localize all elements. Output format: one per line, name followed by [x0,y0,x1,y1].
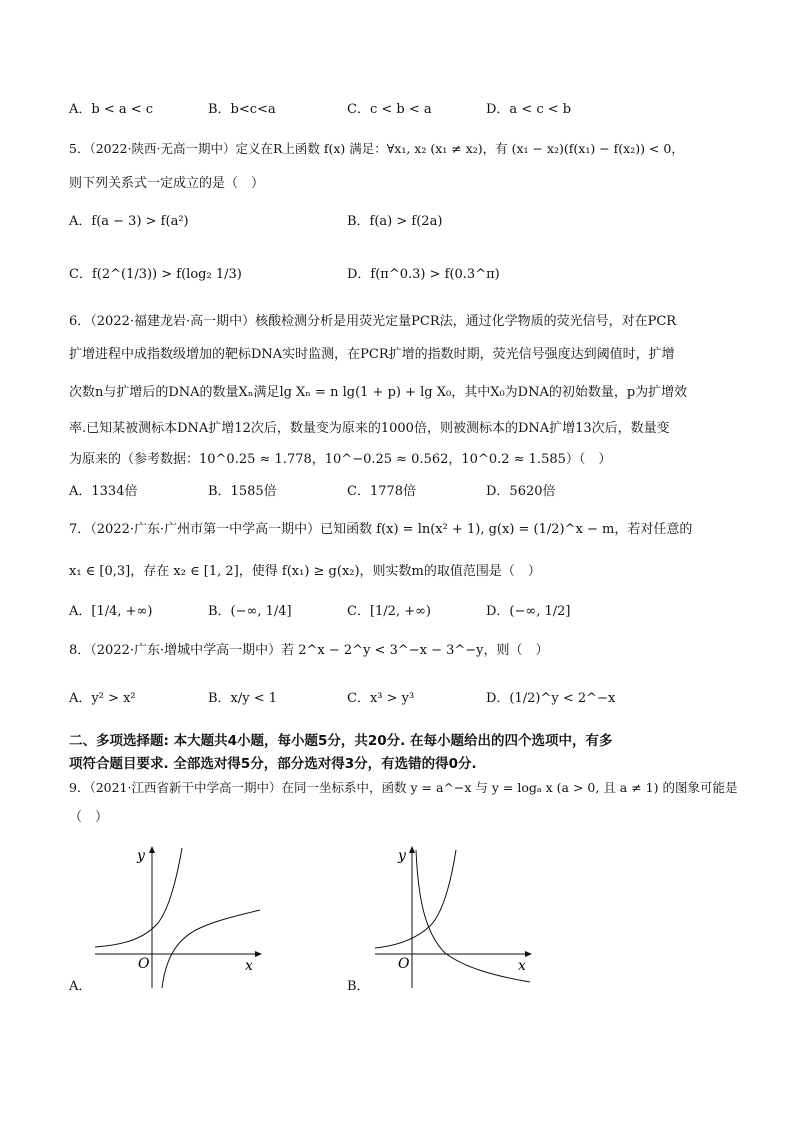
origin-label: O [138,956,150,972]
exponential-curve [375,850,456,948]
log-curve [416,850,530,982]
q5-option-c: C．f(2^(1/3)) > f(log₂ 1/3) [69,267,242,282]
x-axis-label: x [518,958,526,974]
y-axis-arrow-icon [409,846,415,853]
q7-option-c: C．[1/2, +∞) [347,604,431,619]
origin-label: O [398,956,410,972]
q9-stem-line2: （ ） [69,810,109,825]
y-axis-label: y [137,848,145,864]
q8-option-a: A．y² > x² [69,691,136,706]
section2-heading-line2: 项符合题目要求. 全部选对得5分，部分选对得3分，有选错的得0分. [69,756,477,772]
q7-option-a: A．[1/4, +∞) [69,604,153,619]
y-axis-label: y [398,848,406,864]
q8-option-b: B．x/y < 1 [208,691,278,706]
q6-stem-line3: 次数n与扩增后的DNA的数量Xₙ满足lg Xₙ = n lg(1 + p) + lg X₀，其中X₀为DNA的初始数量，p为扩增效 [69,385,688,400]
q9-stem-line1: 9．（2021·江西省新干中学高一期中）在同一坐标系中，函数 y = a^−x 与 y = logₐ x (a > 0, 且 a ≠ 1) 的图象可能是 [69,780,738,795]
q5-option-b: B．f(a) > f(2a) [347,214,443,229]
log-curve [162,910,260,988]
x-axis-label: x [245,958,253,974]
q9-graph-a [90,838,270,998]
q8-stem-line1: 8．（2022·广东·增城中学高一期中）若 2^x − 2^y < 3^−x − 3^−y，则（ ） [69,643,549,658]
q4-option-c: C．c < b < a [347,102,432,117]
q6-option-a: A．1334倍 [69,484,138,499]
q6-stem-line4: 率.已知某被测标本DNA扩增12次后，数量变为原来的1000倍，则被测标本的DNA扩增13次后，数量变 [69,421,670,436]
q7-option-d: D．(−∞, 1/2] [486,604,571,619]
q8-option-c: C．x³ > y³ [347,691,415,706]
y-axis-arrow-icon [149,846,155,853]
q5-stem-line2: 则下列关系式一定成立的是（ ） [69,176,265,191]
q6-option-d: D．5620倍 [486,484,556,499]
q9-graph-b [370,838,540,998]
q7-option-b: B．(−∞, 1/4] [208,604,292,619]
q7-stem-line1: 7．（2022·广东·广州市第一中学高一期中）已知函数 f(x) = ln(x² + 1), g(x) = (1/2)^x − m，若对任意的 [69,522,693,537]
q8-option-d: D．(1/2)^y < 2^−x [486,691,616,706]
q6-option-c: C．1778倍 [347,484,417,499]
q7-stem-line2: x₁ ∈ [0,3]，存在 x₂ ∈ [1, 2]，使得 f(x₁) ≥ g(x₂)，则实数m的取值范围是（ ） [69,564,541,579]
q6-stem-line5: 为原来的（参考数据：10^0.25 ≈ 1.778，10^−0.25 ≈ 0.562，10^0.2 ≈ 1.585）（ ） [69,452,612,467]
q9-graph-a-label: A． [69,979,92,994]
q5-option-d: D．f(π^0.3) > f(0.3^π) [347,267,500,282]
q5-option-a: A．f(a − 3) > f(a²) [69,214,189,229]
section2-heading-line1: 二、多项选择题: 本大题共4小题，每小题5分，共20分. 在每小题给出的四个选项中，有多 [69,733,613,749]
x-axis-arrow-icon [255,951,262,957]
q6-stem-line1: 6．（2022·福建龙岩·高一期中）核酸检测分析是用荧光定量PCR法，通过化学物质的荧光信号，对在PCR [69,314,677,329]
q5-stem-line1: 5．（2022·陕西·无高一期中）定义在R上函数 f(x) 满足：∀x₁, x₂ (x₁ ≠ x₂)，有 (x₁ − x₂)(f(x₁) − f(x₂)) < 0， [69,141,684,156]
q6-stem-line2: 扩增进程中成指数级增加的靶标DNA实时监测，在PCR扩增的指数时期，荧光信号强度达到阈值时，扩增 [69,347,675,362]
q9-graph-b-label: B． [347,979,370,994]
q4-option-b: B．b<c<a [208,102,276,117]
q4-option-d: D．a < c < b [486,102,572,117]
q6-option-b: B．1585倍 [208,484,277,499]
x-axis-arrow-icon [525,951,532,957]
q4-option-a: A．b < a < c [69,102,154,117]
